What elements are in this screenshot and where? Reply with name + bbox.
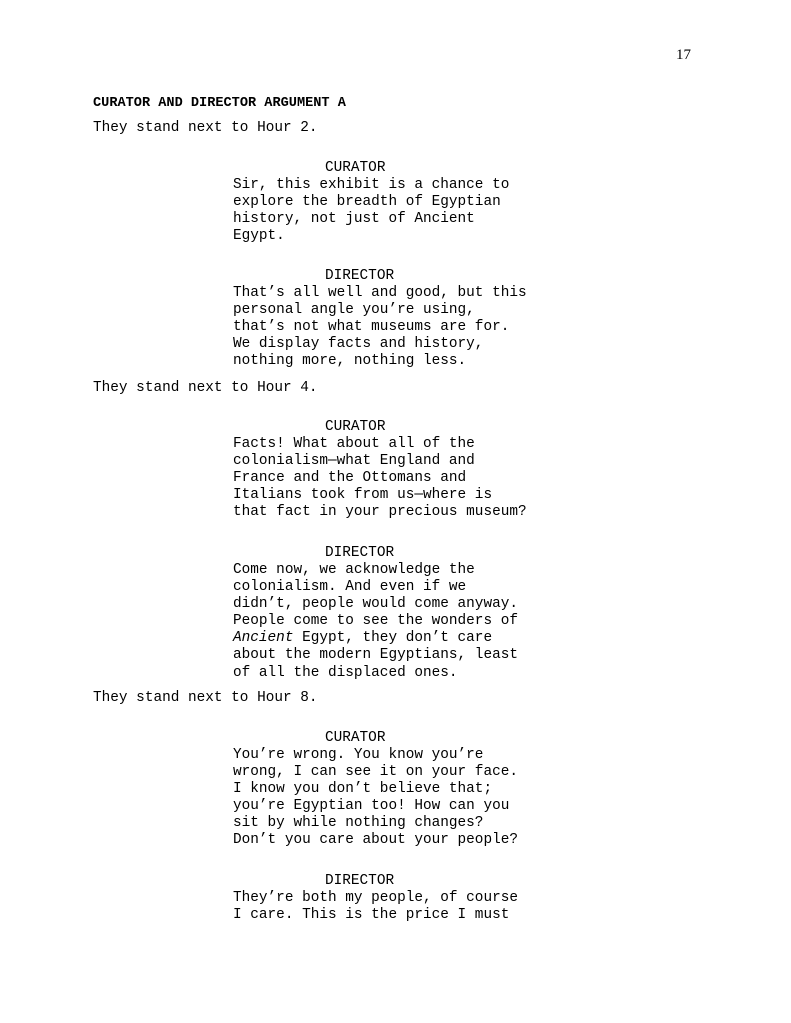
character-cue: DIRECTOR	[325, 268, 395, 284]
character-cue: DIRECTOR	[325, 873, 395, 889]
action-line: They stand next to Hour 2.	[93, 120, 318, 136]
character-cue: CURATOR	[325, 160, 386, 176]
scene-heading: CURATOR AND DIRECTOR ARGUMENT A	[93, 96, 346, 111]
dialogue: They’re both my people, of course I care. This is the price I must	[233, 890, 518, 924]
dialogue-italic-word: Ancient	[233, 630, 294, 647]
dialogue: That’s all well and good, but this personal angle you’re using, that’s not what museums are for. We display facts and history, nothing more, nothing less.	[233, 285, 527, 370]
dialogue: Facts! What about all of the colonialism—what England and France and the Ottomans and Italians took from us—where is that fact in your precious museum?	[233, 436, 527, 521]
character-cue: CURATOR	[325, 730, 386, 746]
dialogue	[233, 562, 593, 682]
dialogue: You’re wrong. You know you’re wrong, I can see it on your face. I know you don’t believe that; you’re Egyptian too! How can you sit by while nothing changes? Don’t you care about your people?	[233, 747, 518, 849]
action-line: They stand next to Hour 8.	[93, 690, 318, 706]
dialogue-text: Come now, we acknowledge the colonialism. And even if we didn’t, people would come anyway. People come to see the wonders of	[233, 562, 518, 630]
character-cue: DIRECTOR	[325, 545, 395, 561]
character-cue: CURATOR	[325, 419, 386, 435]
dialogue: Sir, this exhibit is a chance to explore the breadth of Egyptian history, not just of Ancient Egypt.	[233, 177, 510, 245]
page-number: 17	[676, 47, 691, 63]
action-line: They stand next to Hour 4.	[93, 380, 318, 396]
dialogue-text: Egypt, they don’t care about the modern Egyptians, least of all the displaced ones.	[233, 630, 518, 681]
